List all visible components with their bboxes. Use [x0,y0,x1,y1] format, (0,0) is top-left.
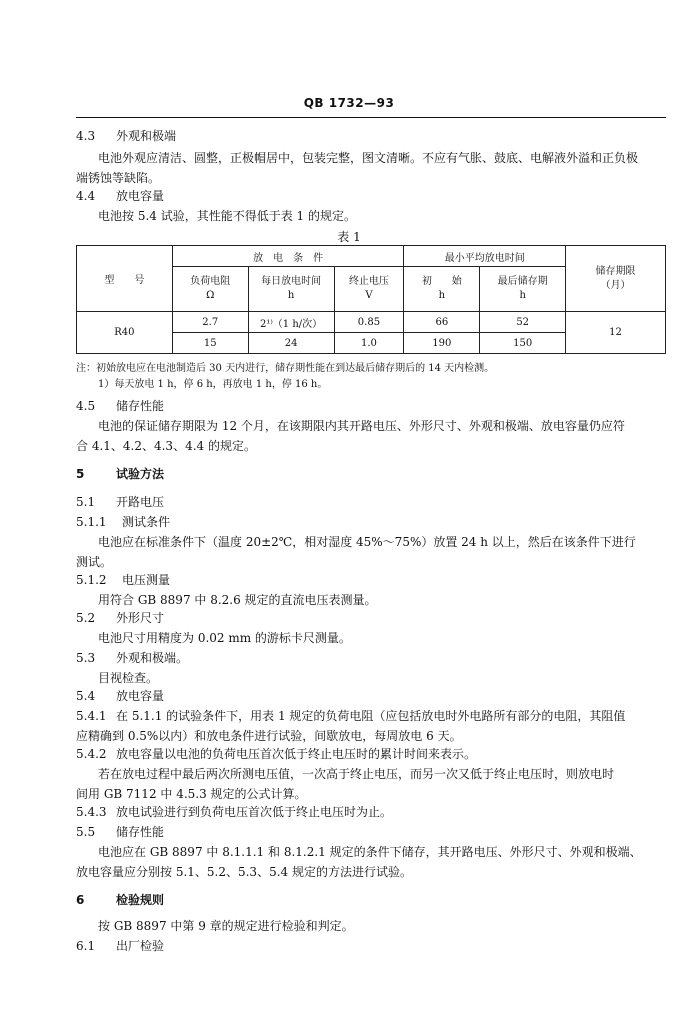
storage-unit: （月） [600,279,631,291]
section-title: 储存性能 [116,825,165,839]
section-5-1-1-body-line-1: 电池应在标准条件下（温度 20±2℃，相对湿度 45%～75%）放置 24 h 以上，然后在该条件下进行 [98,535,636,549]
section-5-1-2-heading [76,572,170,588]
cell-cutoff: 1.0 [334,333,404,354]
table-1 [76,245,666,354]
table-header-row-1 [77,246,666,267]
section-5-4-2-line-3: 间用 GB 7112 中 4.5.3 规定的公式计算。 [76,787,307,801]
chapter-title: 试验方法 [116,467,165,481]
section-title: 电压测量 [122,573,171,587]
after-storage-label: 最后储存期 [497,276,548,287]
section-5-1-1-body-line-2: 测试。 [76,555,113,569]
section-5-4-1-line-1 [76,708,625,724]
table-row [77,312,666,333]
header-min-avg-time: 最小平均放电时间 [404,246,566,267]
section-number: 5.3 [76,651,96,665]
cell-daily: 2¹⁾（1 h/次） [248,312,334,333]
section-5-4-heading [76,688,164,704]
section-body: 放电容量以电池的负荷电压首次低于终止电压时的累计时间来表示。 [116,747,477,761]
section-number: 4.3 [76,129,96,143]
table-1-caption: 表 1 [337,230,361,244]
daily-time-unit: h [287,290,295,301]
cell-model: R40 [77,312,173,354]
header-initial [404,267,480,312]
header-rule [76,117,666,118]
section-number: 5.4 [76,689,96,703]
section-number: 4.5 [76,399,96,413]
section-title: 储存性能 [116,399,165,413]
cell-initial: 190 [404,333,480,354]
chapter-6-heading [76,892,164,908]
section-number: 5.5 [76,825,96,839]
section-number: 5.1.2 [76,573,107,587]
cell-storage: 12 [566,312,666,354]
chapter-number: 6 [76,893,85,907]
header-cutoff-voltage [334,267,404,312]
section-4-5-body-line-2: 合 4.1、4.2、4.3、4.4 的规定。 [76,439,256,453]
section-title: 外观和极端。 [116,651,189,665]
cell-initial: 66 [404,312,480,333]
header-model: 型 号 [77,246,173,312]
section-4-5-heading [76,398,164,414]
cell-cutoff: 0.85 [334,312,404,333]
section-title: 外观和极端 [116,129,177,143]
section-5-1-2-body: 用符合 GB 8897 中 8.2.6 规定的直流电压表测量。 [98,593,377,607]
section-5-5-body-line-1: 电池应在 GB 8897 中 8.1.1.1 和 8.1.2.1 规定的条件下储存，其开路电压、外形尺寸、外观和极端、 [98,845,642,859]
section-5-4-1-line-2: 应精确到 0.5%以内）和放电条件进行试验，间歇放电，每周放电 6 天。 [76,729,462,743]
section-title: 开路电压 [116,495,165,509]
chapter-6-body: 按 GB 8897 中第 9 章的规定进行检验和判定。 [98,919,354,933]
header-storage-period [566,246,666,312]
chapter-5-heading [76,466,164,482]
standard-code-header: QB 1732—93 [303,96,395,110]
chapter-title: 检验规则 [116,893,165,907]
header-discharge-conditions: 放 电 条 件 [172,246,404,267]
section-5-2-body: 电池尺寸用精度为 0.02 mm 的游标卡尺测量。 [98,631,351,645]
section-number: 5.4.3 [76,805,107,819]
cutoff-voltage-unit: V [365,290,373,301]
section-title: 出厂检验 [116,939,165,953]
section-4-3-body-line-1: 电池外观应清洁、圆整，正极帽居中，包装完整，图文清晰。不应有气胀、鼓底、电解液外溢和正负极 [98,151,639,165]
cell-daily: 24 [248,333,334,354]
initial-unit: h [438,290,446,301]
section-5-5-body-line-2: 放电容量应分别按 5.1、5.2、5.3、5.4 规定的方法进行试验。 [76,865,412,879]
initial-label: 初 始 [421,276,462,287]
section-4-4-heading [76,188,164,204]
section-body: 在 5.1.1 的试验条件下，用表 1 规定的负荷电阻（应包括放电时外电路所有部分的电阻，其阻值 [116,709,626,723]
load-resistance-unit: Ω [206,290,215,301]
storage-label: 储存期限 [595,265,636,277]
section-title: 放电容量 [116,189,165,203]
table-note-1: 注：初始放电应在电池制造后 30 天内进行，储存期性能在到达最后储存期后的 14 天内检测。 [76,363,495,374]
section-4-5-body-line-1: 电池的保证储存期限为 12 个月，在该期限内其开路电压、外形尺寸、外观和极端、放电容量仍应符 [98,419,625,433]
section-4-3-heading [76,128,176,144]
section-number: 5.2 [76,611,96,625]
section-number: 5.1.1 [76,515,107,529]
section-5-4-3-line [76,804,392,820]
chapter-number: 5 [76,467,85,481]
section-number: 5.4.2 [76,747,107,761]
section-5-1-1-heading [76,514,170,530]
cell-after: 52 [480,312,566,333]
section-5-2-heading [76,610,164,626]
section-4-3-body-line-2: 端锈蚀等缺陷。 [76,171,161,185]
section-4-4-body: 电池按 5.4 试验，其性能不得低于表 1 的规定。 [98,209,356,223]
cell-after: 150 [480,333,566,354]
section-number: 6.1 [76,939,96,953]
section-number: 4.4 [76,189,96,203]
header-load-resistance [172,267,248,312]
section-title: 放电容量 [116,689,165,703]
section-number: 5.1 [76,495,96,509]
table-note-2: 1）每天放电 1 h，停 6 h，再放电 1 h，停 16 h。 [98,379,328,390]
section-body: 放电试验进行到负荷电压首次低于终止电压时为止。 [116,805,393,819]
header-daily-time [248,267,334,312]
header-after-storage [480,267,566,312]
section-number: 5.4.1 [76,709,107,723]
load-resistance-label: 负荷电阻 [190,276,231,287]
section-5-5-heading [76,824,164,840]
section-5-3-body: 目视检查。 [98,671,159,685]
daily-time-label: 每日放电时间 [261,276,322,287]
section-6-1-heading [76,938,164,954]
cell-load: 2.7 [172,312,248,333]
cell-load: 15 [172,333,248,354]
after-storage-unit: h [519,290,526,301]
section-title: 外形尺寸 [116,611,165,625]
cutoff-voltage-label: 终止电压 [348,276,389,287]
section-5-3-heading [76,650,188,666]
section-5-4-2-line-1 [76,746,476,762]
section-5-4-2-line-2: 若在放电过程中最后两次所测电压值，一次高于终止电压，而另一次又低于终止电压时，则放电时 [98,767,615,781]
section-5-1-heading [76,494,164,510]
section-title: 测试条件 [122,515,171,529]
